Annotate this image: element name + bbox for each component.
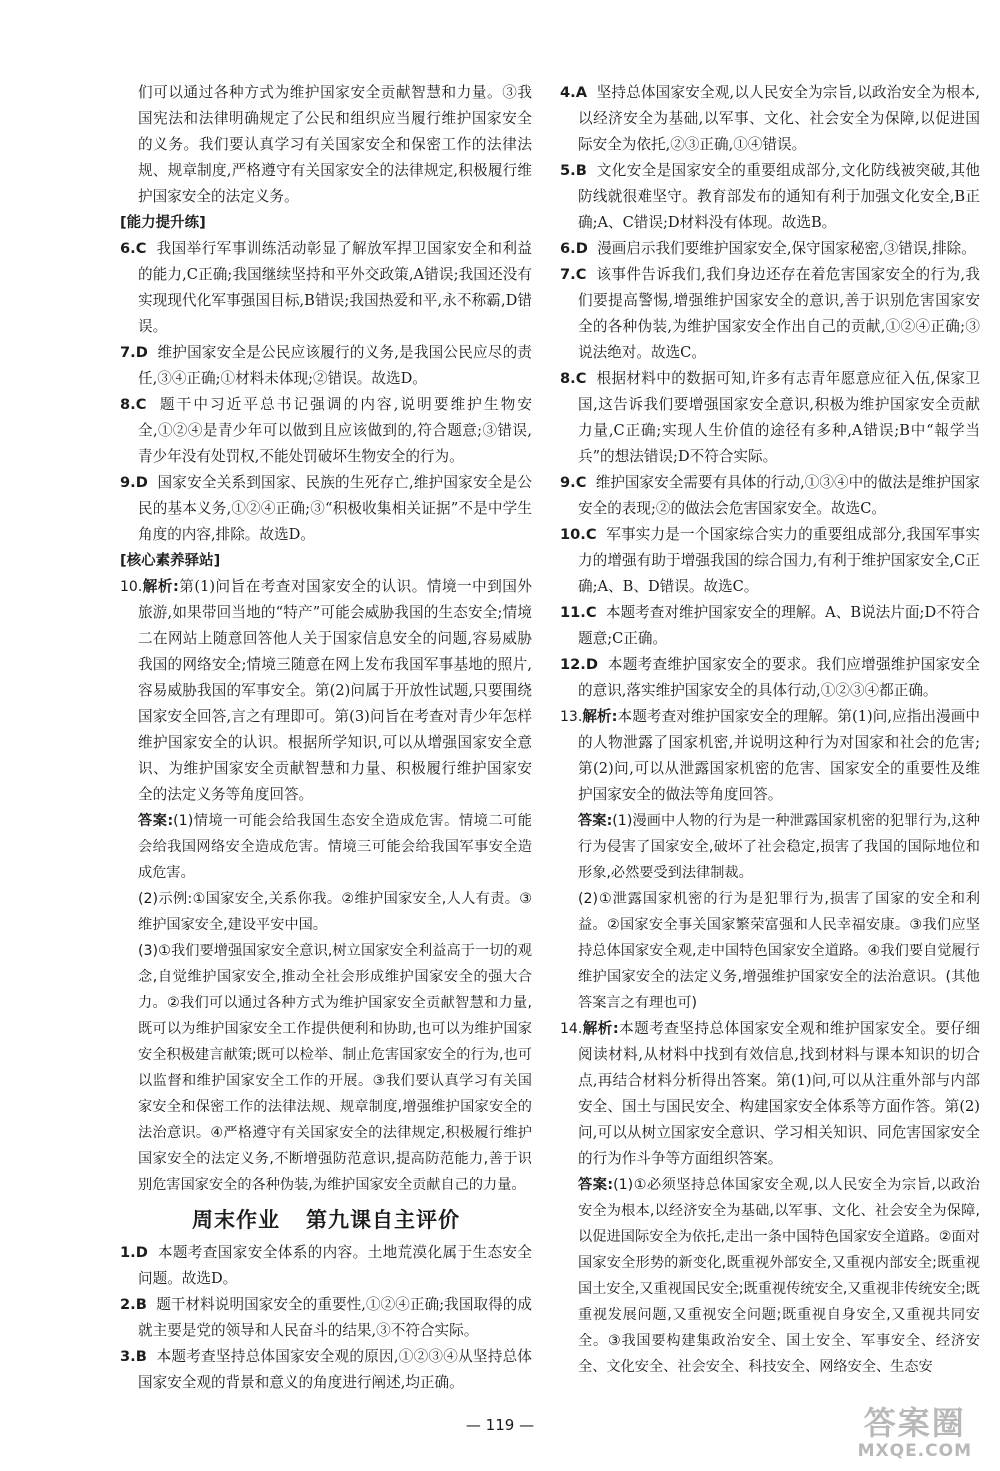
analysis-label: 解析: bbox=[582, 1020, 619, 1037]
answer-number: 2.B bbox=[120, 1296, 147, 1313]
analysis-label: 解析: bbox=[582, 708, 618, 725]
answer-text: 维护国家安全是公民应该履行的义务,是我国公民应尽的责任,③④正确;①材料未体现;②错误。故选D。 bbox=[138, 344, 532, 387]
answer-number: 8.C bbox=[560, 370, 587, 387]
section-core-literacy: [核心素养驿站] bbox=[120, 553, 221, 569]
answer-number: 3.B bbox=[120, 1348, 147, 1365]
answer-text: 该事件告诉我们,我们身边还存在着危害国家安全的行为,我们要提高警惕,增强维护国家安全的意识,善于识别危害国家安全的各种伪装,为维护国家安全作出自己的贡献,①②④正确;③说法绝对。故选C。 bbox=[578, 266, 981, 361]
weekend-item-7 bbox=[560, 262, 980, 366]
left-column bbox=[120, 80, 532, 1396]
analysis-item-13 bbox=[560, 704, 980, 808]
answer-number: 4.A bbox=[560, 84, 587, 101]
answer-text: 漫画启示我们要维护国家安全,保守国家秘密,③错误,排除。 bbox=[597, 240, 976, 257]
section-ability-practice: [能力提升练] bbox=[120, 215, 206, 231]
page-number: — 119 — bbox=[465, 1416, 535, 1434]
watermark-title: 答案圈 bbox=[863, 1404, 966, 1442]
answer-text: 国家安全关系到国家、民族的生死存亡,维护国家安全是公民的基本义务,①②④正确;③“积极收集相关证据”不是中学生角度的内容,排除。故选D。 bbox=[138, 474, 532, 543]
answer-text: 题干中习近平总书记强调的内容,说明要维护生物安全,①②④是青少年可以做到且应该做到的,符合题意;③错误,青少年没有处罚权,不能处罚破坏生物安全的行为。 bbox=[138, 396, 532, 465]
weekend-item-2 bbox=[120, 1292, 532, 1344]
answer-number: 7.C bbox=[560, 266, 587, 283]
answer-text: 文化安全是国家安全的重要组成部分,文化防线被突破,其他防线就很难坚守。教育部发布的通知有利于加强文化安全,B正确;A、C错误;D材料没有体现。故选B。 bbox=[578, 162, 981, 231]
analysis-item-10 bbox=[120, 574, 532, 808]
answer-number: 9.C bbox=[560, 474, 587, 491]
answer-text: (1)情境一可能会给我国生态安全造成危害。情境二可能会给我国网络安全造成危害。情境三可能会给我国军事安全造成危害。 bbox=[138, 813, 532, 881]
answer-text: 本题考查国家安全体系的内容。土地荒漠化属于生态安全问题。故选D。 bbox=[138, 1244, 532, 1287]
right-column bbox=[560, 80, 980, 1380]
analysis-item-14 bbox=[560, 1016, 980, 1172]
answer-text: 本题考查维护国家安全的要求。我们应增强维护国家安全的意识,落实维护国家安全的具体行动,①②③④都正确。 bbox=[578, 656, 980, 699]
answer-item-6 bbox=[120, 236, 532, 340]
answer-block-13-2: (2)①泄露国家机密的行为是犯罪行为,损害了国家的安全和利益。②国家安全事关国家繁荣富强和人民幸福安康。③我们应坚持总体国家安全观,走中国特色国家安全道路。④我们要自觉履行维护国家安全的法定义务,增强维护国家安全的法治意识。(其他答案言之有理也可) bbox=[578, 891, 980, 1011]
heading-lesson-title: 第九课自主评价 bbox=[306, 1208, 460, 1232]
section-heading bbox=[120, 1202, 532, 1238]
continuation-paragraph: 们可以通过各种方式为维护国家安全贡献智慧和力量。③我国宪法和法律明确规定了公民和组织应当履行维护国家安全的义务。我们要认真学习有关国家安全和保密工作的法律法规、规章制度,严格遵守有关国家安全的法律规定,积极履行维护国家安全的法定义务。 bbox=[138, 84, 532, 205]
answer-label: 答案: bbox=[138, 813, 174, 829]
weekend-item-1 bbox=[120, 1240, 532, 1292]
answer-number: 5.B bbox=[560, 162, 587, 179]
answer-text: 军事实力是一个国家综合实力的重要组成部分,我国军事实力的增强有助于增强我国的综合国力,有利于维护国家安全,C正确;A、B、D错误。故选C。 bbox=[578, 526, 980, 595]
watermark-logo bbox=[858, 1405, 972, 1461]
answer-number: 10. bbox=[120, 579, 143, 595]
answer-text: (1)①必须坚持总体国家安全观,以人民安全为宗旨,以政治安全为根本,以经济安全为基础,以军事、文化、社会安全为保障,以促进国际安全为依托,走出一条中国特色国家安全道路。②面对国家安全形势的新变化,既重视外部安全,又重视内部安全;既重视国土安全,又重视国民安全;既重视传统安全,又重视非传统安全;既重视发展问题,又重视安全问题;既重视自身安全,又重视共同安全。③我国要构建集政治安全、国土安全、军事安全、经济安全、文化安全、社会安全、科技安全、网络安全、生态安 bbox=[578, 1177, 980, 1375]
analysis-text: 本题考查坚持总体国家安全观和维护国家安全。要仔细阅读材料,从材料中找到有效信息,找到材料与课本知识的切合点,再结合材料分析得出答案。第(1)问,可以从注重外部与内部安全、国土与国民安全、构建国家安全体系等方面作答。第(2)问,可以从树立国家安全意识、学习相关知识、同危害国家安全的行为作斗争等方面组织答案。 bbox=[578, 1020, 980, 1167]
analysis-label: 解析: bbox=[142, 578, 179, 595]
answer-number: 12.D bbox=[560, 656, 598, 673]
answer-number: 8.C bbox=[120, 396, 147, 413]
answer-number: 10.C bbox=[560, 526, 597, 543]
answer-block-14-1 bbox=[560, 1172, 980, 1380]
answer-text: (1)漫画中人物的行为是一种泄露国家机密的犯罪行为,这种行为侵害了国家安全,破坏了社会稳定,损害了我国的国际地位和形象,必然要受到法律制裁。 bbox=[578, 813, 980, 881]
answer-item-9 bbox=[120, 470, 532, 548]
watermark-domain: MXQE.COM bbox=[857, 1441, 972, 1461]
analysis-text: 第(1)问旨在考查对国家安全的认识。情境一中到国外旅游,如果带回当地的“特产”可能会威胁我国的生态安全;情境二在网站上随意回答他人关于国家信息安全的问题,容易威胁我国的网络安全;情境三随意在网上发布我国军事基地的照片,容易威胁我国的军事安全。第(2)问属于开放性试题,只要围绕国家安全回答,言之有理即可。第(3)问旨在考查对青少年怎样维护国家安全的认识。根据所学知识,可以从增强国家安全意识、为维护国家安全贡献智慧和力量、积极履行维护国家安全的法定义务等角度回答。 bbox=[138, 578, 532, 803]
answer-text: 题干材料说明国家安全的重要性,①②④正确;我国取得的成就主要是党的领导和人民奋斗的结果,③不符合实际。 bbox=[138, 1296, 532, 1339]
answer-number: 11.C bbox=[560, 604, 597, 621]
weekend-item-8 bbox=[560, 366, 980, 470]
answer-number: 1.D bbox=[120, 1244, 148, 1261]
weekend-item-11 bbox=[560, 600, 980, 652]
weekend-item-5 bbox=[560, 158, 980, 236]
answer-text: 本题考查对维护国家安全的理解。A、B说法片面;D不符合题意;C正确。 bbox=[578, 604, 980, 647]
answer-text: 坚持总体国家安全观,以人民安全为宗旨,以政治安全为根本,以经济安全为基础,以军事、文化、社会安全为保障,以促进国际安全为依托,②③正确,①④错误。 bbox=[578, 84, 980, 153]
answer-label: 答案: bbox=[578, 813, 613, 829]
weekend-item-4 bbox=[560, 80, 980, 158]
answer-number: 14. bbox=[560, 1021, 583, 1037]
weekend-item-10 bbox=[560, 522, 980, 600]
answer-item-8 bbox=[120, 392, 532, 470]
answer-text: 本题考查坚持总体国家安全观的原因,①②③④从坚持总体国家安全观的背景和意义的角度进行阐述,均正确。 bbox=[138, 1348, 532, 1391]
answer-number: 9.D bbox=[120, 474, 148, 491]
answer-number: 7.D bbox=[120, 344, 148, 361]
answer-label: 答案: bbox=[578, 1177, 614, 1193]
answer-number: 6.C bbox=[120, 240, 147, 257]
answer-text: 维护国家安全需要有具体的行动,①③④中的做法是维护国家安全的表现;②的做法会危害国家安全。故选C。 bbox=[578, 474, 980, 517]
answer-item-7 bbox=[120, 340, 532, 392]
weekend-item-3 bbox=[120, 1344, 532, 1396]
heading-weekend-homework: 周末作业 bbox=[192, 1208, 280, 1232]
answer-text: 我国举行军事训练活动彰显了解放军捍卫国家安全和利益的能力,C正确;我国继续坚持和平外交政策,A错误;我国还没有实现现代化军事强国目标,B错误;我国热爱和平,永不称霸,D错误。 bbox=[138, 240, 532, 335]
answer-text: 根据材料中的数据可知,许多有志青年愿意应征入伍,保家卫国,这告诉我们要增强国家安全意识,积极为维护国家安全贡献力量,C正确;实现人生价值的途径有多种,A错误;B中“報学当兵”的想法错误;D不符合实际。 bbox=[578, 370, 981, 465]
answer-block-10-3: (3)①我们要增强国家安全意识,树立国家安全利益高于一切的观念,自觉维护国家安全,推动全社会形成维护国家安全的强大合力。②我们可以通过各种方式为维护国家安全贡献智慧和力量,既可以为维护国家安全工作提供便利和协助,也可以为维护国家安全积极建言献策;既可以检举、制止危害国家安全的行为,也可以监督和维护国家安全工作的开展。③我们要认真学习有关国家安全和保密工作的法律法规、规章制度,增强维护国家安全的法治意识。④严格遵守有关国家安全的法律规定,积极履行维护国家安全的法定义务,不断增强防范意识,提高防范能力,善于识别危害国家安全的各种伪装,为维护国家安全贡献自己的力量。 bbox=[138, 943, 532, 1193]
answer-block-10-2: (2)示例:①国家安全,关系你我。②维护国家安全,人人有责。③维护国家安全,建设平安中国。 bbox=[138, 891, 532, 933]
answer-block-13-1 bbox=[560, 808, 980, 886]
weekend-item-9 bbox=[560, 470, 980, 522]
answer-number: 13. bbox=[560, 709, 583, 725]
answer-number: 6.D bbox=[560, 240, 588, 257]
weekend-item-12 bbox=[560, 652, 980, 704]
analysis-text: 本题考查对维护国家安全的理解。第(1)问,应指出漫画中的人物泄露了国家机密,并说明这种行为对国家和社会的危害;第(2)问,可以从泄露国家机密的危害、国家安全的重要性及维护国家安全的做法等角度回答。 bbox=[578, 708, 980, 803]
answer-block-10-1 bbox=[120, 808, 532, 886]
weekend-item-6 bbox=[560, 236, 980, 262]
